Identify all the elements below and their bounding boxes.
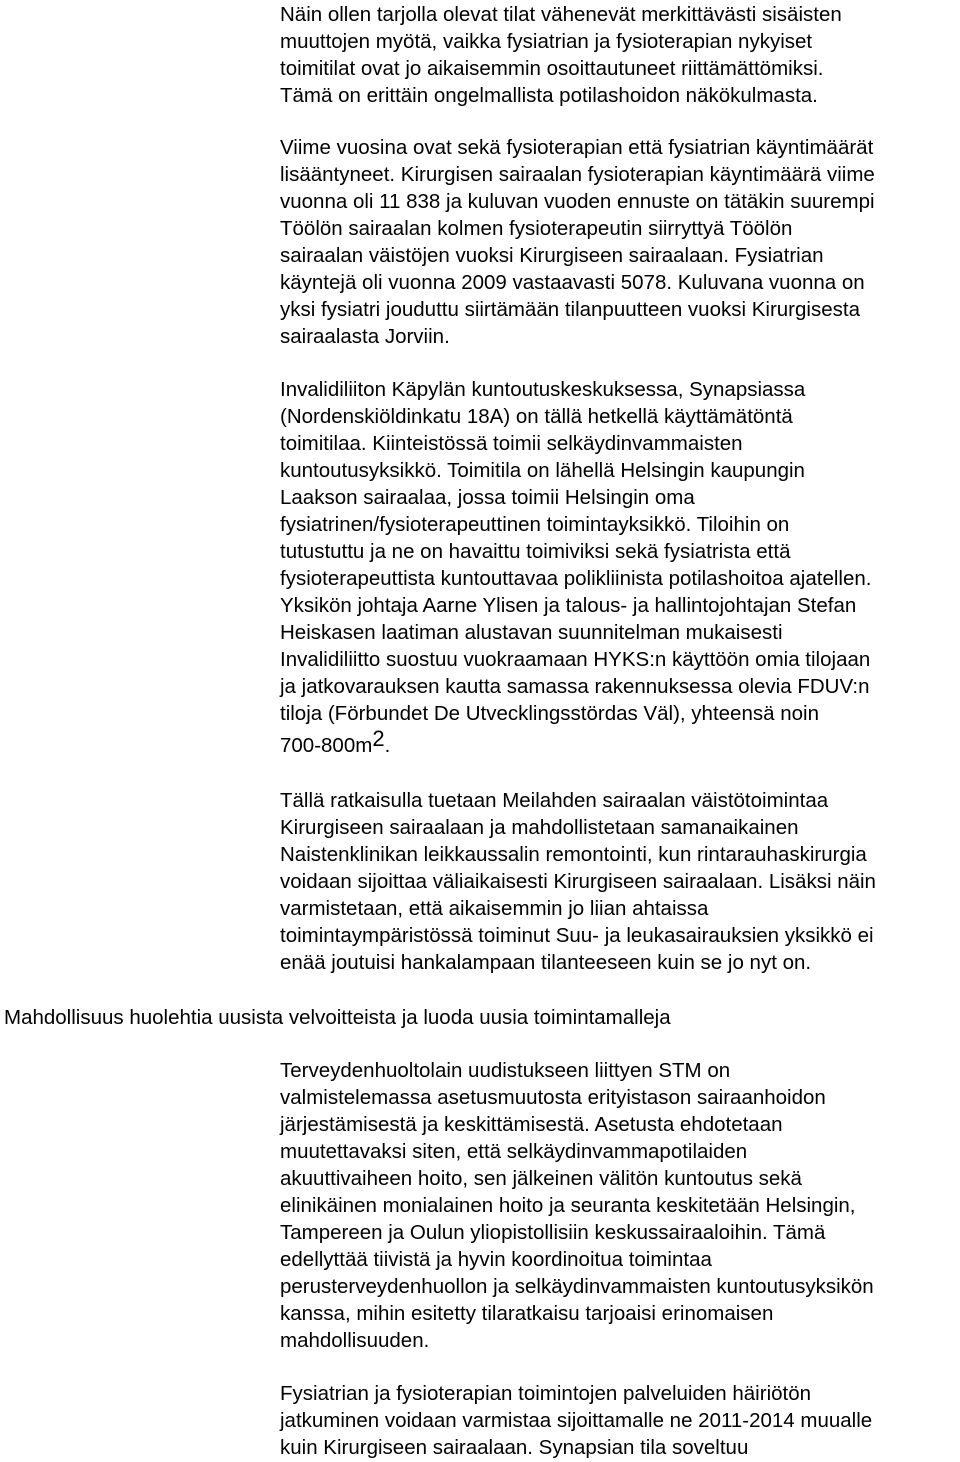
text-line: Näin ollen tarjolla olevat tilat vähenevät merkittävästi sisäisten: [280, 3, 842, 26]
text-line: Terveydenhuoltolain uudistukseen liittyen STM on: [280, 1059, 731, 1082]
text-line: muuttojen myötä, vaikka fysiatrian ja fysioterapian nykyiset: [280, 30, 813, 53]
text-line: Kirurgiseen sairaalaan ja mahdollistetaan samanaikainen: [280, 816, 799, 839]
area-value: 700-800m: [280, 734, 373, 757]
text-line: perusterveydenhuollon ja selkäydinvammaisten kuntoutusyksikön: [280, 1275, 874, 1298]
text-line: fysiatrinen/fysioterapeuttinen toimintayksikkö. Tiloihin on: [280, 513, 790, 536]
text-line: varmistetaan, että aikaisemmin jo liian ahtaissa: [280, 897, 709, 920]
text-line: mahdollisuuden.: [280, 1329, 430, 1352]
text-line: tutustuttu ja ne on havaittu toimiviksi sekä fysiatrista että: [280, 540, 791, 563]
text-line: Viime vuosina ovat sekä fysioterapian että fysiatrian käyntimäärät: [280, 136, 874, 159]
paragraph-legislation-reform: [280, 1057, 956, 1354]
text-line: muutettavaksi siten, että selkäydinvammapotilaiden: [280, 1140, 748, 1163]
text-line: edellyttää tiivistä ja hyvin koordinoitua toimintaa: [280, 1248, 712, 1271]
text-line: (Nordenskiöldinkatu 18A) on tällä hetkellä käyttämätöntä: [280, 405, 793, 428]
text-line: Tampereen ja Oulun yliopistollisiin keskussairaaloihin. Tämä: [280, 1221, 826, 1244]
text-line: yksi fysiatri jouduttu siirtämään tilanpuutteen vuoksi Kirurgisesta: [280, 298, 860, 321]
text-line: lisääntyneet. Kirurgisen sairaalan fysioterapian käyntimäärä viime: [280, 163, 875, 186]
text-line: kuin Kirurgiseen sairaalaan. Synapsian tila soveltuu: [280, 1436, 749, 1459]
text-line: Heiskasen laatiman alustavan suunnitelman mukaisesti: [280, 621, 783, 644]
text-line: Invalidiliiton Käpylän kuntoutuskeskuksessa, Synapsiassa: [280, 378, 806, 401]
paragraph-visit-counts: [280, 134, 956, 350]
text-line: Naistenklinikan leikkaussalin remontointi, kun rintarauhaskirurgia: [280, 843, 867, 866]
text-line: Fysiatrian ja fysioterapian toimintojen palveluiden häiriötön: [280, 1382, 812, 1405]
text-line: toimitilat ovat jo aikaisemmin osoittautuneet riittämättömiksi.: [280, 57, 824, 80]
text-line: Yksikön johtaja Aarne Ylisen ja talous- ja hallintojohtajan Stefan: [280, 594, 857, 617]
paragraph-space-reduction: [280, 1, 956, 109]
area-line-end: .: [384, 734, 391, 757]
text-line: toimitilaa. Kiinteistössä toimii selkäydinvammaisten: [280, 432, 743, 455]
area-line: [280, 726, 956, 759]
text-line: Invalidiliitto suostuu vuokraamaan HYKS:n käyttöön omia tilojaan: [280, 648, 871, 671]
text-line: Töölön sairaalan kolmen fysioterapeutin siirryttyä Töölön: [280, 217, 793, 240]
text-line: toimintaympäristössä toiminut Suu- ja leukasairauksien yksikkö ei: [280, 924, 874, 947]
text-line: elinikäinen monialainen hoito ja seuranta keskitetään Helsingin,: [280, 1194, 856, 1217]
paragraph-synapsia-premises: [280, 376, 956, 759]
text-line: valmistelemassa asetusmuutosta erityistason sairaanhoidon: [280, 1086, 826, 1109]
text-line: ja jatkovarauksen kautta samassa rakennuksessa olevia FDUV:n: [280, 675, 870, 698]
text-line: Tämä on erittäin ongelmallista potilashoidon näkökulmasta.: [280, 84, 818, 107]
text-line: Tällä ratkaisulla tuetaan Meilahden sairaalan väistötoimintaa: [280, 789, 829, 812]
text-line: järjestämisestä ja keskittämisestä. Asetusta ehdotetaan: [280, 1113, 783, 1136]
text-line: enää joutuisi hankalampaan tilanteeseen kuin se jo nyt on.: [280, 951, 812, 974]
text-line: fysioterapeuttista kuntouttavaa polikliinista potilashoitoa ajatellen.: [280, 567, 872, 590]
text-line: tiloja (Förbundet De Utvecklingsstördas Väl), yhteensä noin: [280, 702, 819, 725]
paragraph-solution-benefits: [280, 787, 956, 976]
section-heading: Mahdollisuus huolehtia uusista velvoitteista ja luoda uusia toimintamalleja: [4, 1006, 671, 1029]
text-line: voidaan sijoittaa väliaikaisesti Kirurgiseen sairaalaan. Lisäksi näin: [280, 870, 876, 893]
text-line: akuuttivaiheen hoito, sen jälkeinen välitön kuntoutus sekä: [280, 1167, 802, 1190]
text-line: kuntoutusyksikkö. Toimitila on lähellä Helsingin kaupungin: [280, 459, 805, 482]
paragraph-service-continuity: [280, 1380, 956, 1461]
text-line: sairaalan väistöjen vuoksi Kirurgiseen sairaalaan. Fysiatrian: [280, 244, 824, 267]
text-line: jatkuminen voidaan varmistaa sijoittamalle ne 2011-2014 muualle: [280, 1409, 873, 1432]
text-line: kanssa, mihin esitetty tilaratkaisu tarjoaisi erinomaisen: [280, 1302, 774, 1325]
square-superscript: 2: [372, 726, 385, 751]
text-line: Laakson sairaalaa, jossa toimii Helsingin oma: [280, 486, 695, 509]
text-line: sairaalasta Jorviin.: [280, 325, 450, 348]
text-line: vuonna oli 11 838 ja kuluvan vuoden ennuste on tätäkin suurempi: [280, 190, 875, 213]
text-line: käyntejä oli vuonna 2009 vastaavasti 5078. Kuluvana vuonna on: [280, 271, 865, 294]
